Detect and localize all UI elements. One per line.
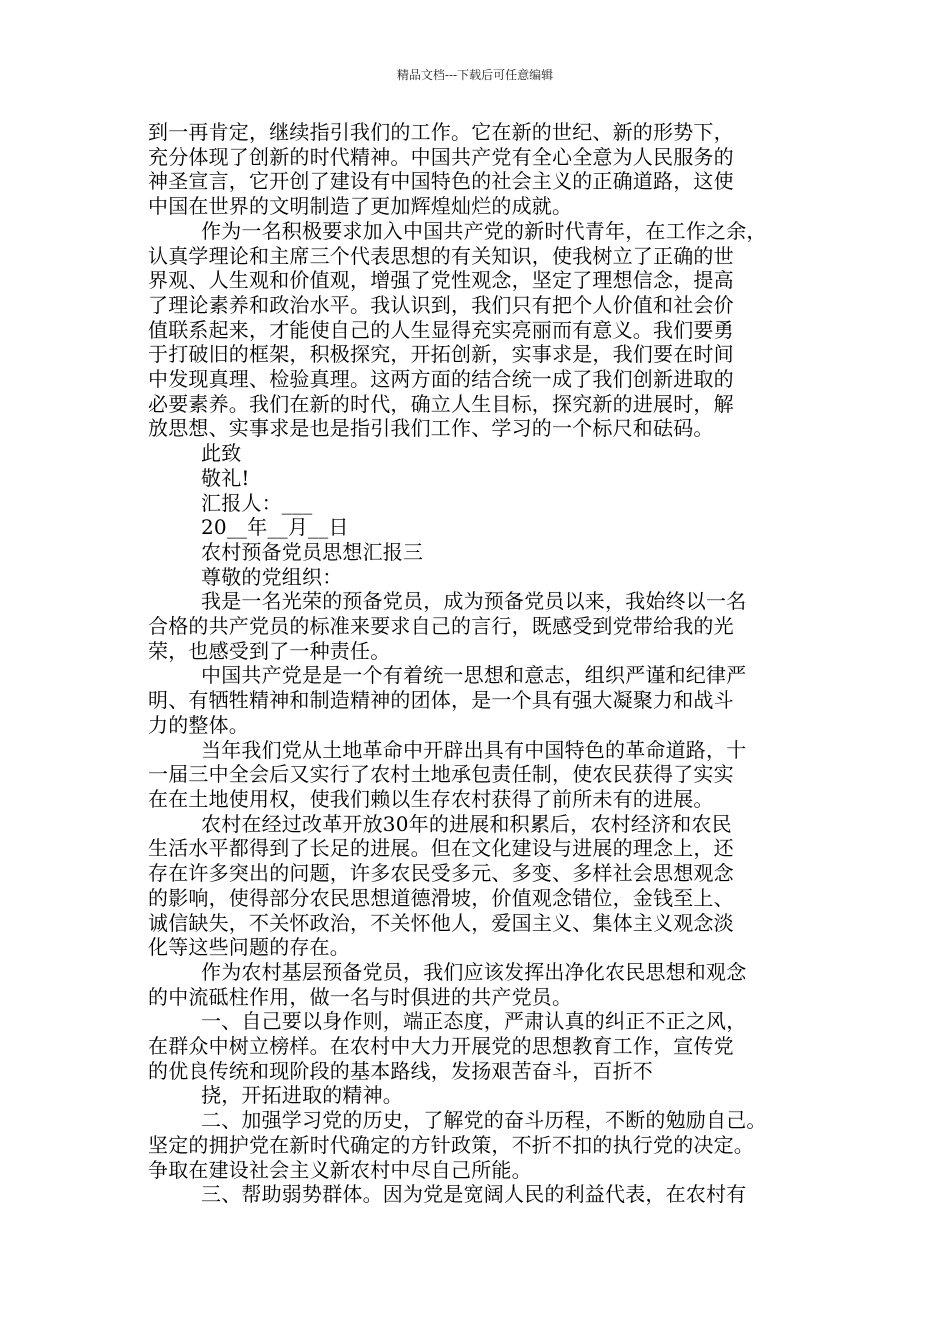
text-line: 界观、人生观和价值观，增强了党性观念，坚定了理想信念，提高: [148, 268, 734, 293]
text-line: 二、加强学习党的历史，了解党的奋斗历程，不断的勉励自己。: [201, 1108, 767, 1133]
text-line: 诚信缺失，不关怀政治，不关怀他人，爱国主义、集体主义观念淡: [148, 910, 734, 935]
text-line: 到一再肯定，继续指引我们的工作。它在新的世纪、新的形势下，: [148, 120, 734, 144]
text-line: 在在土地使用权，使我们赖以生存农村获得了前所未有的进展。: [148, 786, 714, 811]
text-line: 的中流砥柱作用，做一名与时俱进的共产党员。: [148, 984, 573, 1009]
text-line: 作为农村基层预备党员，我们应该发挥出净化农民思想和观念: [201, 959, 747, 984]
text-line: 认真学理论和主席三个代表思想的有关知识，使我树立了正确的世: [148, 243, 734, 268]
text-line: 汇报人：___: [201, 490, 313, 515]
page-header: 精品文档---下载后可任意编辑: [396, 68, 554, 82]
text-line: 中国在世界的文明制造了更加辉煌灿烂的成就。: [148, 194, 573, 219]
text-line: 神圣宣言，它开创了建设有中国特色的社会主义的正确道路，这使: [148, 169, 734, 194]
text-line: 了理论素养和政治水平。我认识到，我们只有把个人价值和社会价: [148, 292, 734, 317]
text-line: 的影响，使得部分农民思想道德滑坡，价值观念错位，金钱至上、: [148, 885, 734, 910]
text-line: 农村在经过改革开放30年的进展和积累后，农村经济和农民: [201, 811, 732, 836]
text-line: 一届三中全会后又实行了农村土地承包责任制，使农民获得了实实: [148, 762, 734, 787]
text-line: 于打破旧的框架，积极探究，开拓创新，实事求是，我们要在时间: [148, 342, 734, 367]
text-line: 的优良传统和现阶段的基本路线，发扬艰苦奋斗，百折不: [148, 1058, 653, 1083]
text-line: 敬礼!: [201, 465, 250, 490]
text-line: 一、自己要以身作则，端正态度，严肃认真的纠正不正之风，: [201, 1009, 747, 1034]
text-line: 存在许多突出的问题，许多农民受多元、多变、多样社会思想观念: [148, 861, 734, 886]
text-line: 明、有牺牲精神和制造精神的团体，是一个具有强大凝聚力和战斗: [148, 688, 734, 713]
document-body: [148, 120, 828, 1207]
text-line: 中发现真理、检验真理。这两方面的结合统一成了我们创新进取的: [148, 367, 734, 392]
text-line: 生活水平都得到了长足的进展。但在文化建设与进展的理念上，还: [148, 836, 734, 861]
text-line: 20__年__月__日: [201, 515, 349, 540]
text-line: 三、帮助弱势群体。因为党是宽阔人民的利益代表，在农村有: [201, 1182, 747, 1207]
text-line: 中国共产党是是一个有着统一思想和意志，组织严谨和纪律严: [201, 663, 747, 688]
text-line: 荣，也感受到了一种责任。: [148, 638, 391, 663]
text-line: 值联系起来，才能使自己的人生显得充实亮丽而有意义。我们要勇: [148, 317, 734, 342]
text-line: 化等这些问题的存在。: [148, 935, 350, 960]
text-line: 充分体现了创新的时代精神。中国共产党有全心全意为人民服务的: [148, 144, 734, 169]
text-line: 力的整体。: [148, 712, 249, 737]
text-line: 此致: [201, 441, 242, 466]
text-line: 在群众中树立榜样。在农村中大力开展党的思想教育工作，宣传党: [148, 1034, 734, 1059]
text-line: 必要素养。我们在新的时代，确立人生目标，探究新的进展时，解: [148, 391, 734, 416]
text-line: 作为一名积极要求加入中国共产党的新时代青年，在工作之余，: [201, 218, 767, 243]
text-line: 尊敬的党组织：: [201, 564, 343, 589]
text-line: 我是一名光荣的预备党员，成为预备党员以来，我始终以一名: [201, 589, 747, 614]
text-line: 争取在建设社会主义新农村中尽自己所能。: [148, 1157, 532, 1182]
text-line: 合格的共产党员的标准来要求自己的言行，既感受到党带给我的光: [148, 614, 734, 639]
text-line: 农村预备党员思想汇报三: [201, 539, 424, 564]
text-line: 放思想、实事求是也是指引我们工作、学习的一个标尺和砝码。: [148, 416, 714, 441]
text-line: 当年我们党从土地革命中开辟出具有中国特色的革命道路，十: [201, 737, 747, 762]
text-line: 坚定的拥护党在新时代确定的方针政策，不折不扣的执行党的决定。: [148, 1132, 754, 1157]
text-line: 挠，开拓进取的精神。: [201, 1083, 403, 1108]
